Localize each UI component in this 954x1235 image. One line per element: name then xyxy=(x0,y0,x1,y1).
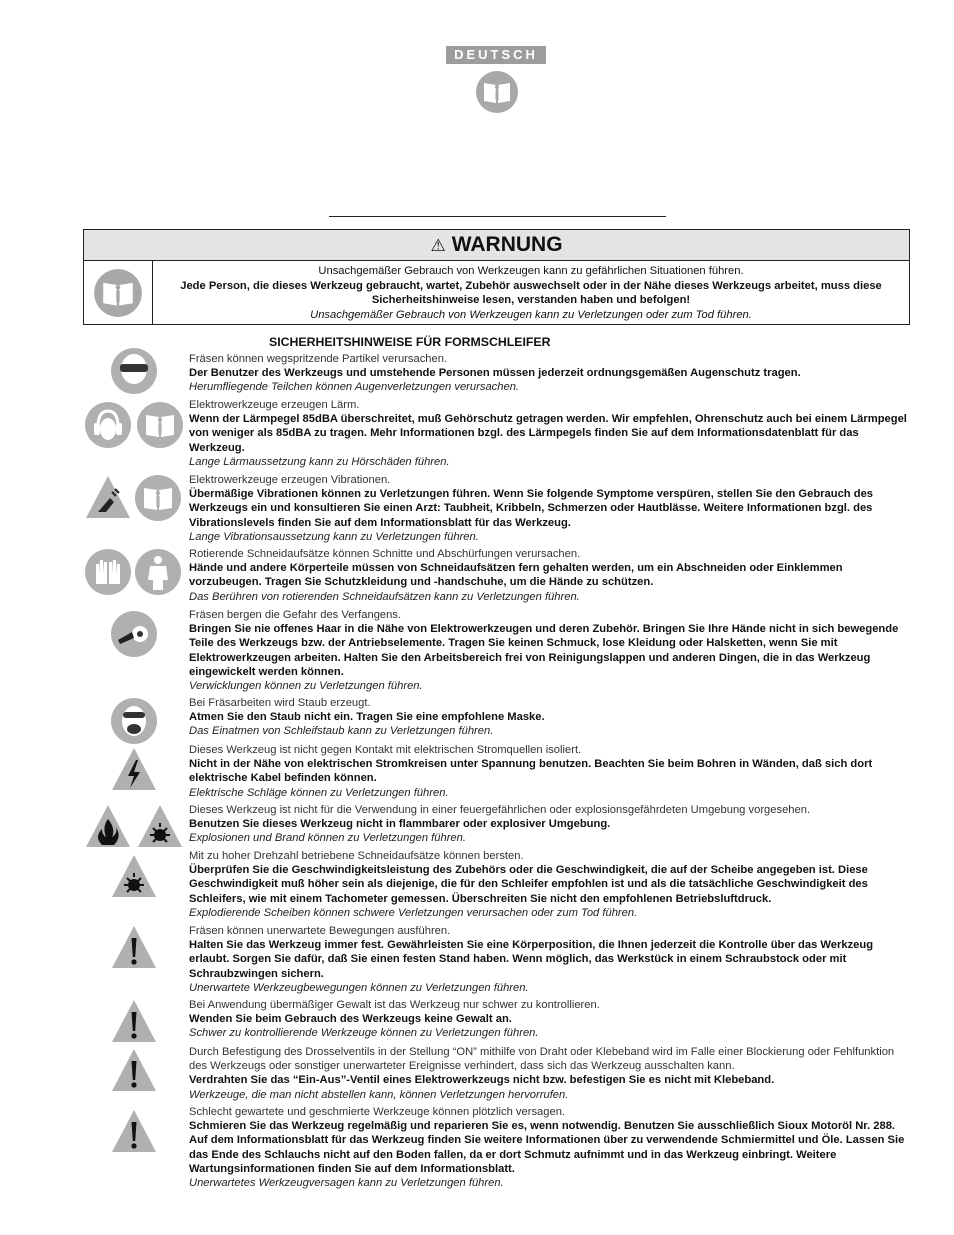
safety-item xyxy=(189,998,911,1041)
item-intro: Mit zu hoher Drehzahl betriebene Schneidaufsätze können bersten. xyxy=(189,850,524,862)
bursting-hazard-icon xyxy=(110,853,158,901)
item-consequence: Lange Lärmaussetzung kann zu Hörschäden führen. xyxy=(189,455,450,468)
item-instruction: Verdrahten Sie das “Ein-Aus”-Ventil eines Elektrowerkzeugs nicht bzw. befestigen Sie es nicht mit Klebeband. xyxy=(189,1074,775,1087)
item-instruction: Halten Sie das Werkzeug immer fest. Gewährleisten Sie eine Körperposition, die Ihnen jederzeit die Kontrolle über das Werkzeug erlaubt. Sorgen Sie dafür, daß Sie einen festen Stand haben. Wenn möglich, das Werkstück in einem Schraubstock oder mit Schraubzwingen sichern. xyxy=(189,939,874,980)
item-intro: Schlecht gewartete und geschmierte Werkzeuge können plötzlich versagen. xyxy=(189,1106,566,1118)
manual-icon xyxy=(134,474,182,522)
safety-item xyxy=(189,1105,911,1190)
warning-line-3: Unsachgemäßer Gebrauch von Werkzeugen kann zu Verletzungen oder zum Tod führen. xyxy=(310,308,752,321)
warning-icon xyxy=(110,1108,158,1156)
item-intro: Rotierende Schneidaufsätze können Schnitte und Abschürfungen verursachen. xyxy=(189,548,581,560)
item-intro: Durch Befestigung des Drosselventils in der Stellung “ON” mithilfe von Draht oder Klebeband wird im Falle einer Blockierung oder Fehlfunktion des Werkzeugs oder sonstiger unerwarteter Ereignisse verhindert, dass sich das Werkzeug ausschalten kann. xyxy=(189,1046,895,1073)
manual-icon xyxy=(475,70,519,114)
manual-icon xyxy=(136,401,184,449)
divider xyxy=(329,216,666,217)
item-consequence: Explosionen und Brand können zu Verletzungen führen. xyxy=(189,832,466,845)
language-badge: DEUTSCH xyxy=(446,46,546,64)
respirator-mask-icon xyxy=(110,697,158,745)
item-instruction: Der Benutzer des Werkzeugs und umstehende Personen müssen jederzeit ordnungsgemäßen Augenschutz tragen. xyxy=(189,367,801,380)
safety-item xyxy=(189,608,911,693)
vibration-hazard-icon xyxy=(84,474,132,522)
fire-hazard-icon xyxy=(84,803,132,851)
eye-protection-icon xyxy=(110,347,158,395)
warning-icon xyxy=(110,998,158,1046)
item-consequence: Das Einatmen von Schleifstaub kann zu Verletzungen führen. xyxy=(189,725,494,738)
item-intro: Dieses Werkzeug ist nicht gegen Kontakt mit elektrischen Stromquellen isoliert. xyxy=(189,744,582,756)
warning-icon xyxy=(110,1047,158,1095)
item-instruction: Benutzen Sie dieses Werkzeug nicht in flammbarer oder explosiver Umgebung. xyxy=(189,818,611,831)
item-intro: Elektrowerkzeuge erzeugen Vibrationen. xyxy=(189,474,391,486)
warning-box xyxy=(83,229,910,325)
ear-protection-icon xyxy=(84,401,132,449)
item-intro: Fräsen können unerwartete Bewegungen ausführen. xyxy=(189,925,451,937)
item-consequence: Lange Vibrationsaussetzung kann zu Verletzungen führen. xyxy=(189,530,479,543)
warning-icon xyxy=(110,924,158,972)
protective-clothing-icon xyxy=(134,548,182,596)
warning-triangle-icon: ⚠ xyxy=(430,236,446,255)
safety-item xyxy=(189,352,911,395)
item-instruction: Nicht in der Nähe von elektrischen Stromkreisen unter Spannung benutzen. Beachten Sie beim Bohren in Wänden, daß sich dort elektrische Kabel befinden können. xyxy=(189,758,873,785)
item-consequence: Explodierende Scheiben können schwere Verletzungen verursachen oder zum Tod führen. xyxy=(189,906,638,919)
safety-item xyxy=(189,696,911,739)
item-instruction: Wenden Sie beim Gebrauch des Werkzeugs keine Gewalt an. xyxy=(189,1013,512,1026)
section-title: SICHERHEITSHINWEISE FÜR FORMSCHLEIFER xyxy=(269,335,551,349)
item-instruction: Wenn der Lärmpegel 85dBA überschreitet, muß Gehörschutz getragen werden. Wir empfehlen, Ohrenschutz auch bei einem Lärmpegel von weniger als 85dBA zu tragen. Mehr Informationen bzgl. des Lärmpegels finden Sie auf dem Informationsdatenblatt für das Werkzeug. xyxy=(189,413,907,454)
safety-item xyxy=(189,473,911,544)
item-intro: Fräsen bergen die Gefahr des Verfangens. xyxy=(189,609,402,621)
item-consequence: Unerwartete Werkzeugbewegungen können zu Verletzungen führen. xyxy=(189,981,529,994)
item-instruction: Überprüfen Sie die Geschwindigkeitsleistung des Zubehörs oder die Geschwindigkeit, die auf der Scheibe angegeben ist. Diese Geschwindigkeit muß höher sein als diejenige, die für den Schleifer empfohlen ist und als die tatsächliche Geschwindigkeit des Schleifers, wie mit einem Tachometer gemessen. Überschreiten Sie nicht den empfohlenen Betriebsluftdruck. xyxy=(189,864,868,905)
warning-line-2: Jede Person, die dieses Werkzeug gebraucht, wartet, Zubehör auswechselt oder in der Nähe dieses Werkzeugs arbeitet, muss diese Sicherheitshinweise lesen, verstanden haben und befolgen! xyxy=(180,279,882,306)
explosion-hazard-icon xyxy=(136,803,184,851)
item-instruction: Bringen Sie nie offenes Haar in die Nähe von Elektrowerkzeugen und deren Zubehör. Bringen Sie Ihre Hände nicht in sich bewegende Teile des Werkzeugs bzw. der Antriebselemente. Tragen Sie keinen Schmuck, lose Kleidung oder Halsketten, wenn Sie mit Elektrowerkzeugen arbeiten. Halten Sie den Arbeitsbereich frei von Reinigungslappen und anderen Dingen, die in das Werkzeug eingewickelt werden können. xyxy=(189,623,899,678)
warning-line-1: Unsachgemäßer Gebrauch von Werkzeugen kann zu gefährlichen Situationen führen. xyxy=(318,265,744,277)
item-instruction: Atmen Sie den Staub nicht ein. Tragen Sie eine empfohlene Maske. xyxy=(189,711,545,724)
item-intro: Bei Fräsarbeiten wird Staub erzeugt. xyxy=(189,697,371,709)
safety-item xyxy=(189,398,911,469)
item-consequence: Elektrische Schläge können zu Verletzungen führen. xyxy=(189,786,449,799)
item-consequence: Das Berühren von rotierenden Schneidaufsätzen kann zu Verletzungen führen. xyxy=(189,590,580,603)
item-intro: Fräsen können wegspritzende Partikel verursachen. xyxy=(189,353,448,365)
safety-item xyxy=(189,547,911,604)
safety-item xyxy=(189,803,911,846)
warning-title: WARNUNG xyxy=(451,233,563,256)
entanglement-hazard-icon xyxy=(110,610,158,658)
item-instruction: Übermäßige Vibrationen können zu Verletzungen führen. Wenn Sie folgende Symptome verspüren, stellen Sie den Gebrauch des Werkzeugs ein und konsultieren Sie einen Arzt: Taubheit, Kribbeln, Schmerzen oder Hautblässe. Weitere Informationen bzgl. des Vibrationslevels finden Sie auf dem Informationsblatt für das Werkzeug. xyxy=(189,488,874,529)
item-instruction: Hände und andere Körperteile müssen von Schneidaufsätzen fern gehalten werden, um ein Abschneiden oder Einklemmen vorzubeugen. Tragen Sie Schutzkleidung und -handschuhe, um die Hände zu schützen. xyxy=(189,562,843,589)
safety-item xyxy=(189,849,911,920)
item-consequence: Schwer zu kontrollierende Werkzeuge können zu Verletzungen führen. xyxy=(189,1027,539,1040)
safety-item xyxy=(189,743,911,800)
safety-item xyxy=(189,924,911,995)
item-intro: Bei Anwendung übermäßiger Gewalt ist das Werkzeug nur schwer zu kontrollieren. xyxy=(189,999,600,1011)
gloves-icon xyxy=(84,548,132,596)
item-consequence: Herumfliegende Teilchen können Augenverletzungen verursachen. xyxy=(189,381,520,394)
item-intro: Dieses Werkzeug ist nicht für die Verwendung in einer feuergefährlichen oder explosionsgefährdeten Umgebung vorgesehen. xyxy=(189,804,811,816)
electric-shock-icon xyxy=(110,746,158,794)
item-intro: Elektrowerkzeuge erzeugen Lärm. xyxy=(189,399,360,411)
item-consequence: Werkzeuge, die man nicht abstellen kann, können Verletzungen hervorrufen. xyxy=(189,1088,569,1101)
safety-item xyxy=(189,1045,911,1102)
item-instruction: Schmieren Sie das Werkzeug regelmäßig und reparieren Sie es, wenn notwendig. Benutzen Sie ausschließlich Sioux Motoröl Nr. 288. Auf dem Informationsblatt für das Werkzeug finden Sie weitere Informationen über zu verwendende Schmiermittel und Öle. Lassen Sie das Ende des Schlauchs nicht auf den Boden fallen, da er dort Schmutz aufnimmt und in das Werkzeug einbringt. Weitere Wartungsinformationen finden Sie auf dem Informationsblatt. xyxy=(189,1120,905,1175)
manual-icon xyxy=(93,268,143,318)
item-consequence: Unerwartetes Werkzeugversagen kann zu Verletzungen führen. xyxy=(189,1177,504,1190)
warning-header xyxy=(84,230,909,261)
item-consequence: Verwicklungen können zu Verletzungen führen. xyxy=(189,680,423,693)
